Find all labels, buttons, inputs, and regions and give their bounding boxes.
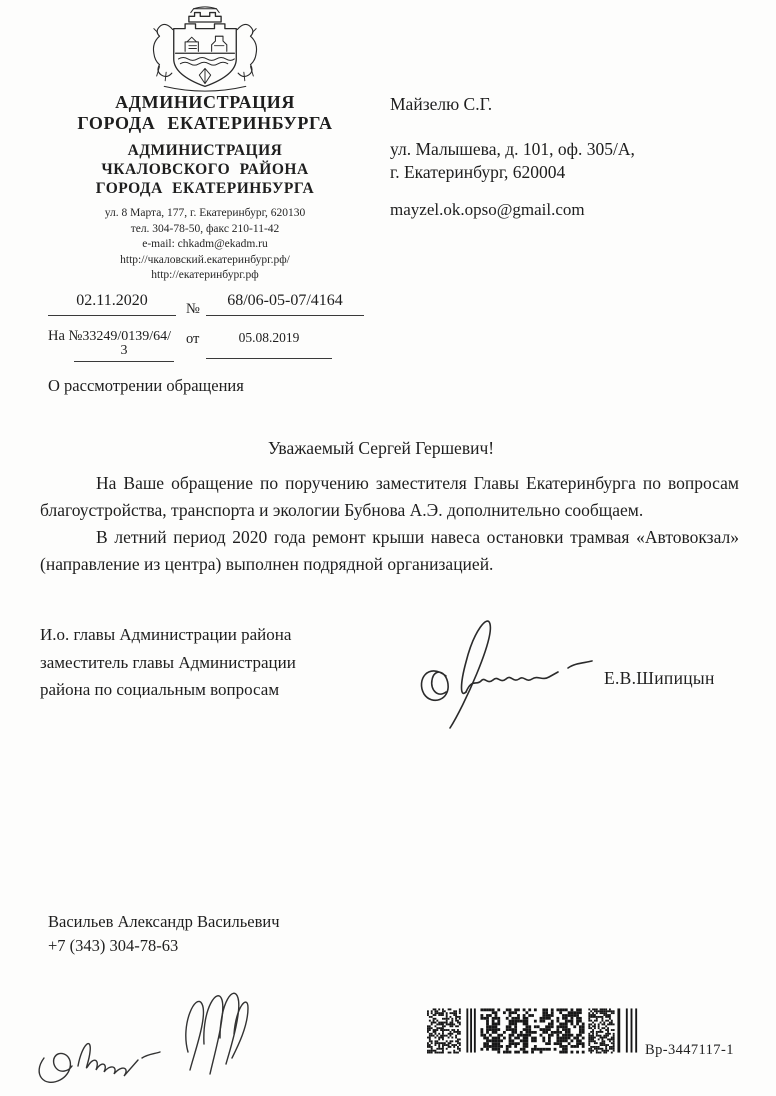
executor-name: Васильев Александр Васильевич — [48, 912, 280, 931]
recipient-address-line2: г. Екатеринбург, 620004 — [390, 162, 566, 182]
dept-name-line2: ЧКАЛОВСКОГО РАЙОНА — [101, 161, 309, 178]
salutation: Уважаемый Сергей Гершевич! — [268, 438, 495, 458]
signer-title-line3: района по социальным вопросам — [40, 680, 280, 699]
barcode-label: Вр-3447117-1 — [645, 1042, 734, 1058]
org-name — [40, 92, 370, 134]
reply-to-label: На № — [48, 328, 83, 344]
handwritten-mark-right-icon — [176, 984, 254, 1085]
signer-title-line2: заместитель главы Администрации — [40, 652, 296, 672]
executor-phone: +7 (343) 304-78-63 — [48, 935, 179, 955]
executor-block — [48, 910, 280, 957]
letterhead-contacts — [40, 206, 370, 284]
letterhead-address: ул. 8 Марта, 177, г. Екатеринбург, 620130 — [104, 207, 306, 219]
outgoing-date-field: 02.11.2020 — [48, 292, 176, 316]
recipient-email: mayzel.ok.opso@gmail.com — [390, 200, 585, 219]
body-paragraph-2: В летний период 2020 года ремонт крыши навеса остановки трамвая «Автовокзал» (направление из центра) выполнен подрядной организацией. — [40, 527, 739, 574]
body-paragraph-1: На Ваше обращение по поручению заместителя Главы Екатеринбурга по вопросам благоустройства, транспорта и экологии Бубнова А.Э. дополнительно сообщаем. — [40, 473, 739, 520]
signer-title-line1: И.о. главы Администрации района — [40, 625, 292, 644]
coat-of-arms-icon — [40, 4, 370, 99]
letterhead-site1: http://чкаловский.екатеринбург.рф/ — [120, 253, 290, 266]
letterhead-site2: http://екатеринбург.рф — [151, 269, 259, 281]
signer-title — [40, 621, 296, 704]
barcode-icon — [427, 1007, 639, 1059]
org-name-line1: АДМИНИСТРАЦИЯ — [115, 92, 295, 112]
letterhead-email: e-mail: chkadm@ekadm.ru — [142, 238, 268, 250]
reply-date-field: 05.08.2019 — [206, 330, 332, 359]
dept-name-line3: ГОРОДА ЕКАТЕРИНБУРГА — [95, 180, 315, 197]
handwritten-mark-left-icon — [34, 1008, 166, 1096]
number-sign-label: № — [186, 301, 200, 317]
recipient-address — [390, 138, 635, 184]
org-name-line2: ГОРОДА ЕКАТЕРИНБУРГА — [77, 113, 333, 133]
signer-name: Е.В.Шипицын — [604, 668, 715, 688]
outgoing-number-field: 68/06-05-07/4164 — [206, 292, 364, 316]
letterhead-phone-fax: тел. 304-78-50, факс 210-11-42 — [130, 222, 280, 235]
reply-to-number-part2: 3 — [74, 343, 174, 362]
dept-name-line1: АДМИНИСТРАЦИЯ — [127, 142, 283, 159]
from-label: от — [186, 331, 200, 347]
letter-body — [40, 470, 739, 578]
recipient-address-line1: ул. Малышева, д. 101, оф. 305/А, — [390, 139, 635, 159]
recipient-name: Майзелю С.Г. — [390, 94, 493, 114]
signature-icon — [412, 606, 607, 746]
subject-line: О рассмотрении обращения — [48, 376, 244, 395]
reply-to-number-part1: 33249/0139/64/ — [82, 329, 172, 344]
department-name — [40, 141, 370, 198]
